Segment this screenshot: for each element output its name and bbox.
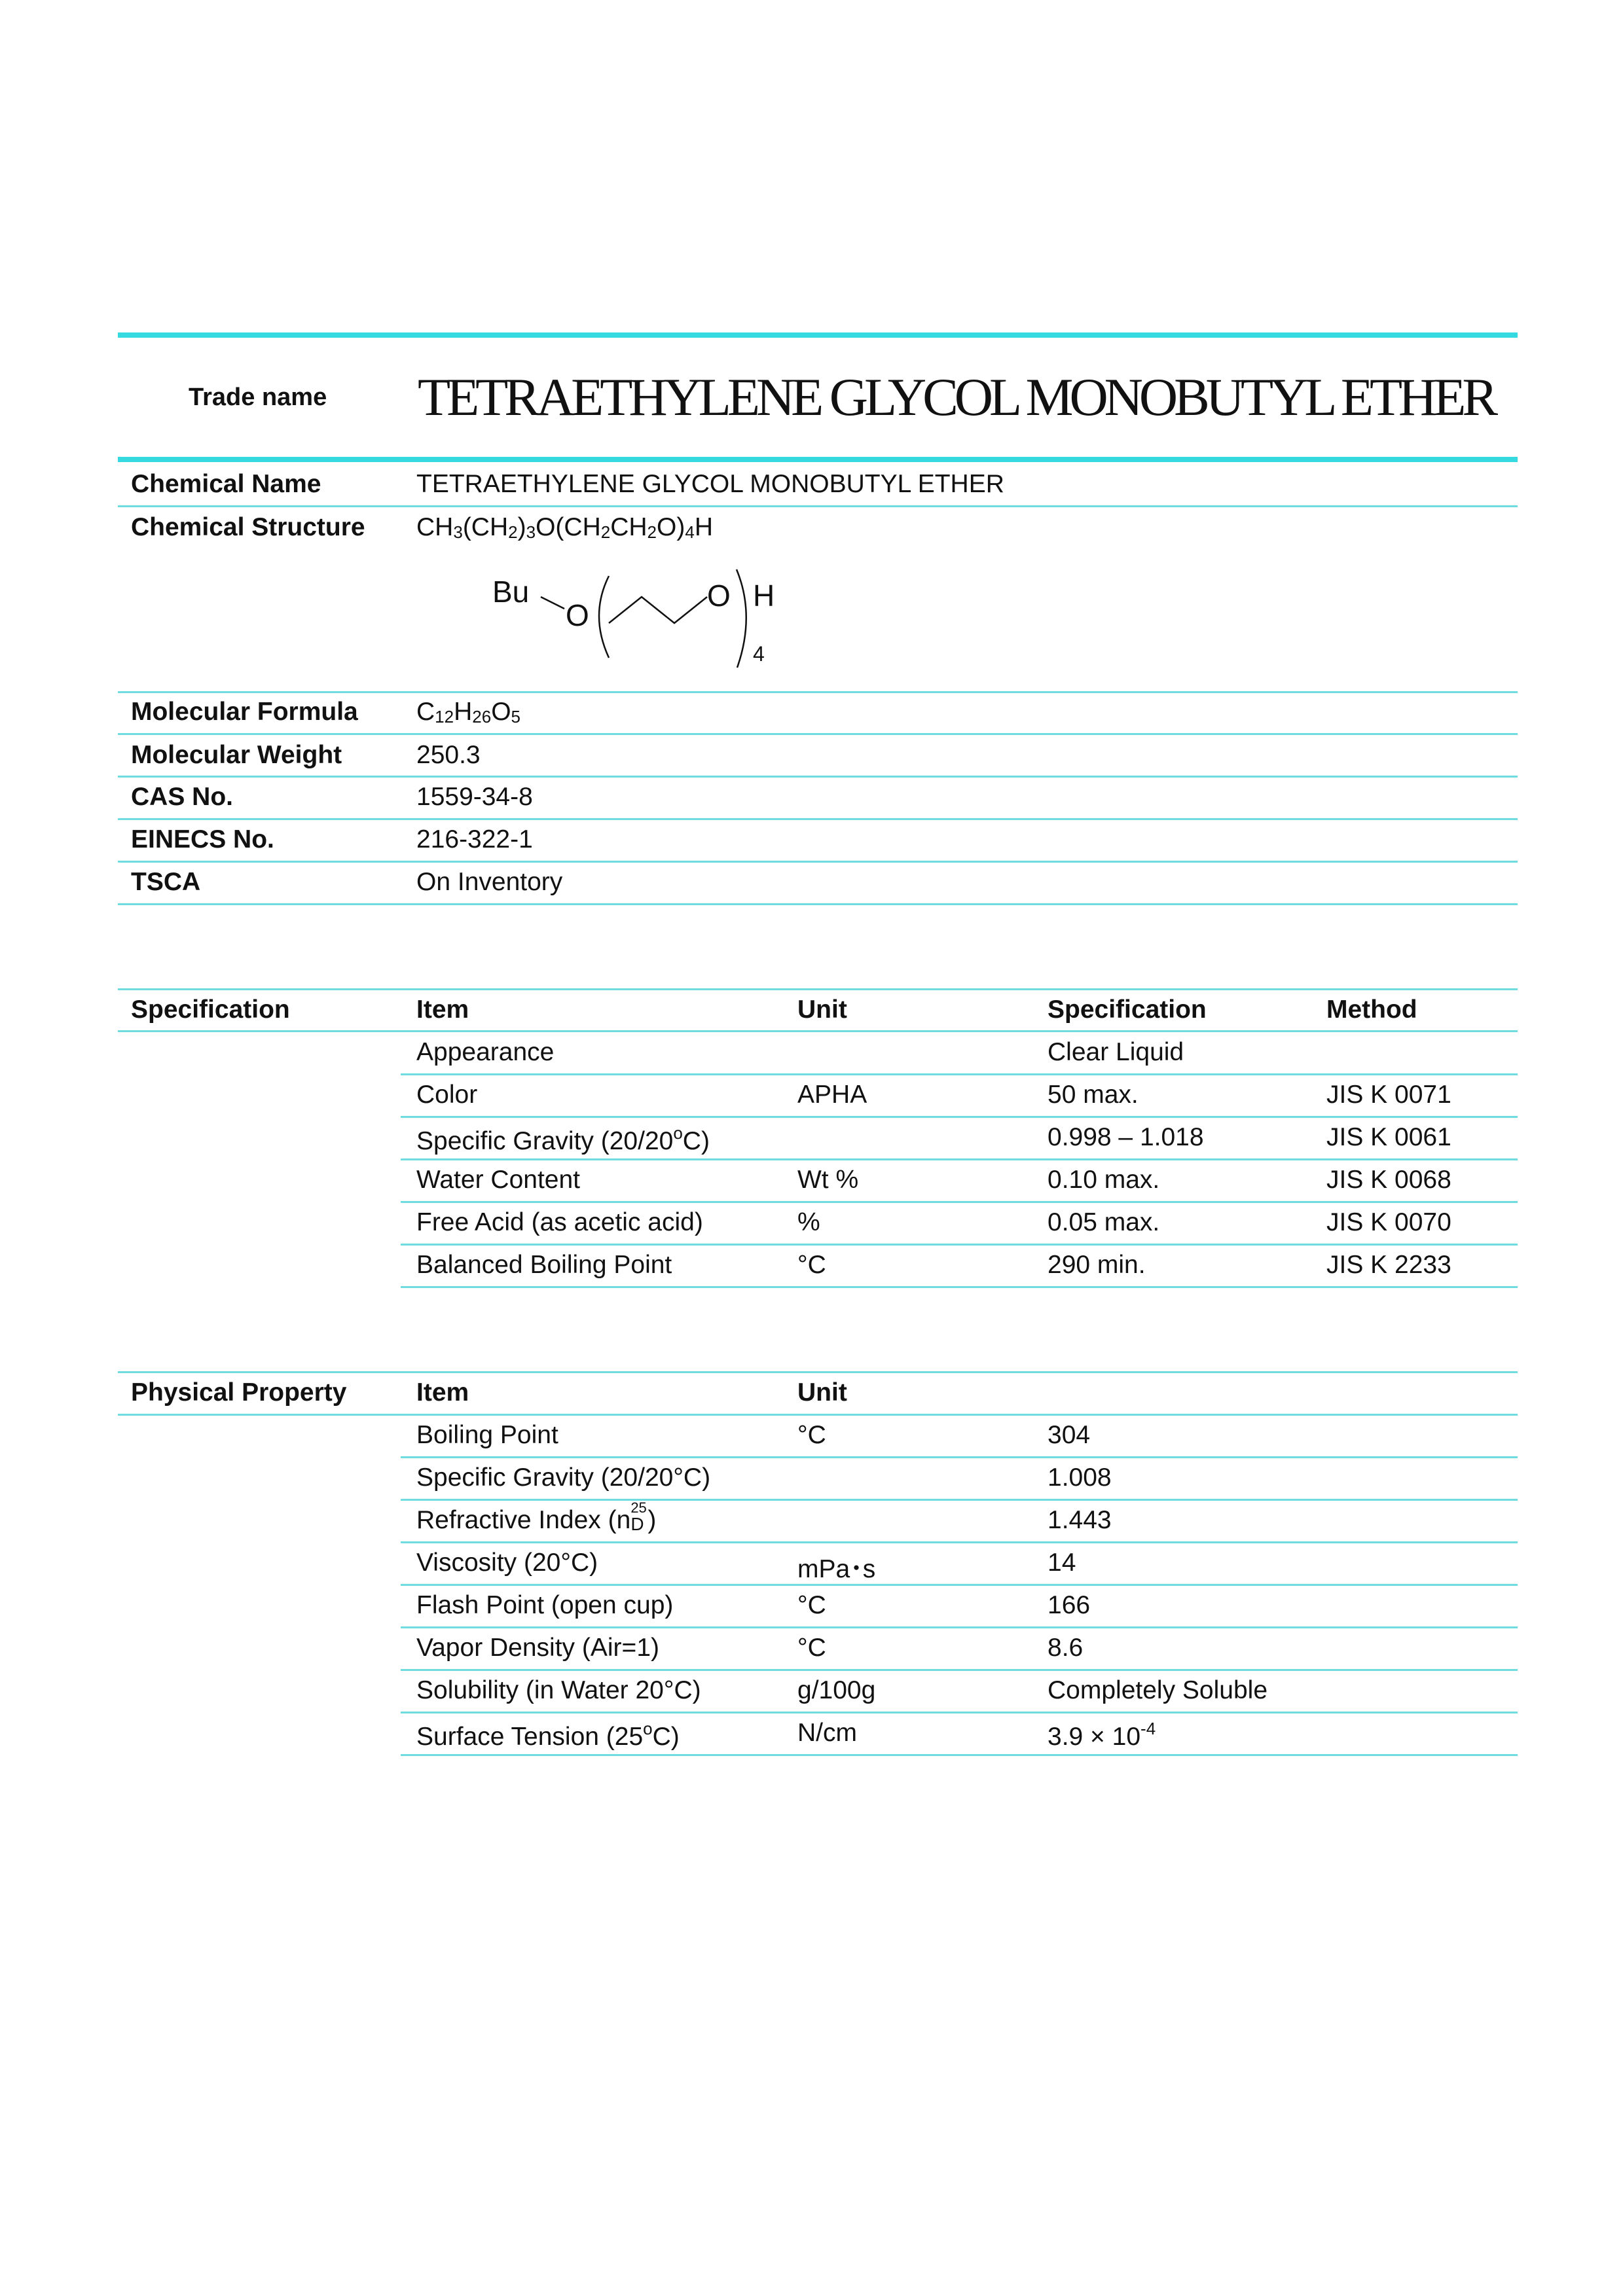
row-divider — [401, 1584, 1518, 1586]
structure-right-paren — [737, 569, 746, 668]
physical-value: 8.6 — [1048, 1634, 1084, 1662]
physical-unit: g/100g — [797, 1676, 876, 1704]
spec-item: Water Content — [416, 1166, 580, 1194]
spec-item: Appearance — [416, 1038, 555, 1066]
cas-number-value: 1559-34-8 — [416, 783, 533, 811]
physical-item: Refractive Index (n 25 D ) — [416, 1499, 657, 1534]
row-divider — [401, 1669, 1518, 1671]
spec-item: Balanced Boiling Point — [416, 1251, 672, 1279]
row-divider — [401, 1286, 1518, 1288]
physical-value: 166 — [1048, 1591, 1091, 1619]
spec-item: Color — [416, 1081, 478, 1109]
molecular-weight-label: Molecular Weight — [131, 741, 342, 769]
spec-method: JIS K 0061 — [1326, 1123, 1451, 1151]
tsca-value: On Inventory — [416, 868, 563, 896]
trade-name-value: TETRAETHYLENE GLYCOL MONOBUTYL ETHER — [418, 367, 1495, 427]
structure-hydrogen-label: H — [753, 579, 775, 613]
row-divider — [401, 1244, 1518, 1246]
spec-value: Clear Liquid — [1048, 1038, 1184, 1066]
physical-item: Solubility (in Water 20°C) — [416, 1676, 701, 1704]
row-divider — [401, 1626, 1518, 1628]
molecular-weight-value: 250.3 — [416, 741, 481, 769]
tsca-label: TSCA — [131, 868, 201, 896]
row-divider — [401, 1456, 1518, 1458]
structure-bond — [541, 597, 564, 609]
spec-header-item: Item — [416, 996, 469, 1024]
physical-unit: °C — [797, 1591, 826, 1619]
spec-top-rule — [118, 988, 1518, 990]
einecs-number-value: 216-322-1 — [416, 825, 533, 853]
structure-oxygen-label: O — [566, 598, 589, 632]
structure-left-paren — [599, 576, 609, 658]
physical-item: Specific Gravity (20/20°C) — [416, 1463, 711, 1492]
physical-header-item: Item — [416, 1378, 469, 1407]
row-divider — [401, 1754, 1518, 1756]
spec-value: 290 min. — [1048, 1251, 1146, 1279]
spec-header-rule — [118, 1030, 1518, 1032]
row-divider — [118, 776, 1518, 778]
spec-value: 0.05 max. — [1048, 1208, 1160, 1236]
structure-chain — [609, 597, 707, 623]
spec-value: 0.10 max. — [1048, 1166, 1160, 1194]
row-divider — [118, 691, 1518, 693]
physical-unit: N/cm — [797, 1719, 857, 1747]
molecular-formula-value: $C_{12}H_{26}O_5$ — [416, 698, 520, 726]
physical-unit: °C — [797, 1634, 826, 1662]
trade-bottom-rule — [118, 457, 1518, 462]
trade-name-label: Trade name — [189, 384, 327, 411]
spec-method: JIS K 0071 — [1326, 1081, 1451, 1109]
cas-number-label: CAS No. — [131, 783, 233, 811]
spec-item: Specific Gravity (20/20$^o$C) — [416, 1123, 710, 1155]
physical-property-section-label: Physical Property — [131, 1378, 347, 1407]
row-divider — [401, 1116, 1518, 1118]
physical-item: Boiling Point — [416, 1421, 558, 1449]
physical-item: Vapor Density (Air=1) — [416, 1634, 659, 1662]
structure-repeat-count: 4 — [753, 642, 765, 666]
row-divider — [401, 1073, 1518, 1075]
spec-method: JIS K 0068 — [1326, 1166, 1451, 1194]
chemical-name-value: TETRAETHYLENE GLYCOL MONOBUTYL ETHER — [416, 470, 1004, 498]
row-divider — [118, 733, 1518, 735]
spec-header-unit: Unit — [797, 996, 847, 1024]
spec-value: 0.998 – 1.018 — [1048, 1123, 1204, 1151]
einecs-number-label: EINECS No. — [131, 825, 274, 853]
specification-section-label: Specification — [131, 996, 290, 1024]
spec-unit: Wt % — [797, 1166, 859, 1194]
physical-unit: °C — [797, 1421, 826, 1449]
row-divider — [401, 1541, 1518, 1543]
physical-unit: mPa･s — [797, 1555, 876, 1583]
physical-header-unit: Unit — [797, 1378, 847, 1407]
top-rule — [118, 332, 1518, 338]
row-divider — [118, 861, 1518, 863]
spec-header-method: Method — [1326, 996, 1417, 1024]
chemical-structure-label: Chemical Structure — [131, 513, 365, 541]
spec-unit: % — [797, 1208, 820, 1236]
spec-unit: APHA — [797, 1081, 867, 1109]
spec-method: JIS K 2233 — [1326, 1251, 1451, 1279]
spec-method: JIS K 0070 — [1326, 1208, 1451, 1236]
row-divider — [118, 505, 1518, 507]
physical-value: 304 — [1048, 1421, 1091, 1449]
physical-value: 1.443 — [1048, 1506, 1112, 1534]
physical-value: 1.008 — [1048, 1463, 1112, 1492]
physical-item: Flash Point (open cup) — [416, 1591, 674, 1619]
physical-header-rule — [118, 1414, 1518, 1416]
row-divider — [401, 1499, 1518, 1501]
chemical-structure-formula: $CH_3(CH_2)_3O(CH_2CH_2O)_4H$ — [416, 513, 713, 542]
physical-value: 14 — [1048, 1549, 1076, 1577]
row-divider — [118, 818, 1518, 820]
physical-item: Viscosity (20°C) — [416, 1549, 598, 1577]
row-divider — [401, 1712, 1518, 1713]
spec-item: Free Acid (as acetic acid) — [416, 1208, 703, 1236]
spec-unit: °C — [797, 1251, 826, 1279]
spec-value: 50 max. — [1048, 1081, 1139, 1109]
row-divider — [401, 1158, 1518, 1160]
physical-value: Completely Soluble — [1048, 1676, 1268, 1704]
chemical-name-label: Chemical Name — [131, 470, 321, 498]
row-divider — [401, 1201, 1518, 1203]
chemical-structure-diagram — [484, 563, 799, 674]
structure-bu-label: Bu — [492, 575, 530, 609]
structure-oxygen-label: O — [707, 579, 731, 613]
molecular-formula-label: Molecular Formula — [131, 698, 358, 726]
row-divider — [118, 903, 1518, 905]
physical-value: $3.9 \times 10^{-4}$ — [1048, 1719, 1156, 1751]
physical-item: Surface Tension (25$^o$C) — [416, 1719, 680, 1751]
physical-top-rule — [118, 1371, 1518, 1373]
spec-header-specification: Specification — [1048, 996, 1207, 1024]
